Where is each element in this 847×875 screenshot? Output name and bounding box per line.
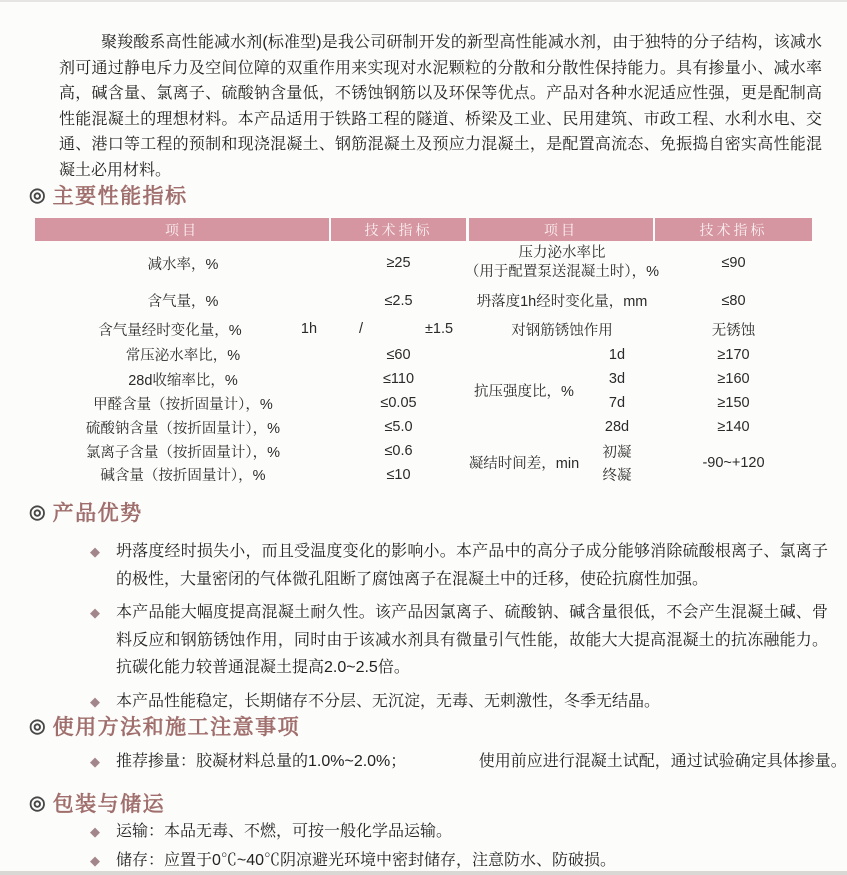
usage-dosage-text: 推荐掺量：胶凝材料总量的1.0%~2.0%； (116, 753, 407, 770)
table-cell-item: 氯离子含量（按折固量计），% (85, 444, 281, 461)
transport-text: 运输：本品无毒、不燃，可按一般化学品运输。 (116, 823, 453, 840)
table-cell-item: 对钢筋锈蚀作用 (511, 322, 613, 339)
section-marker-icon: ◎ (29, 501, 46, 523)
section-title-text: 产品优势 (52, 502, 143, 525)
advantage-text: 本产品性能稳定，长期储存不分层、无沉淀，无毒、无刺激性，冬季无结晶。 (116, 692, 661, 710)
packaging-list (88, 818, 828, 875)
table-cell-value: ≤90 (721, 255, 746, 271)
table-cell-value: 无锈蚀 (711, 322, 756, 339)
scan-edge-bottom (0, 871, 847, 875)
table-row (469, 316, 812, 342)
table-row (35, 463, 466, 486)
table-cell-item-line1: 压力泌水率比 (518, 245, 606, 261)
table-cell-value: ≤0.6 (384, 443, 413, 459)
table-cell-time: 1h (300, 321, 318, 337)
usage-list (88, 748, 847, 776)
table-header-item: 项目 (469, 218, 655, 241)
table-row (35, 241, 466, 285)
table-group-setting-time (469, 439, 812, 486)
diamond-bullet-icon: ◆ (90, 605, 100, 620)
table-cell-value: ±1.5 (424, 321, 454, 337)
table-header-index: 技术指标 (364, 221, 433, 238)
advantage-text: 本产品能大幅度提高混凝土耐久性。该产品因氯离子、硫酸钠、碱含量很低，不会产生混凝土碱、骨料反应和钢筋锈蚀作用，同时由于该减水剂具有微量引气性能，故能大大提高混凝土的抗冻融能力。抗碳化能力较普通混凝土提高2.0~2.5倍。 (116, 604, 828, 676)
table-cell-final-set: 终凝 (602, 468, 632, 484)
table-cell-value: ≥140 (717, 419, 750, 435)
section-title-packaging (29, 788, 165, 818)
table-cell-item: 含气量，% (147, 294, 219, 310)
table-header-row (35, 218, 466, 241)
advantages-list (88, 538, 828, 721)
usage-item (88, 748, 847, 776)
table-group-compressive-strength (469, 342, 812, 439)
table-cell-item: 含气量经时变化量，% (98, 322, 242, 339)
table-cell-item: 28d收缩率比，% (128, 372, 238, 389)
table-cell-value: ≤2.5 (384, 292, 413, 309)
intro-paragraph: 聚羧酸系高性能减水剂(标准型)是我公司研制开发的新型高性能减水剂，由于独特的分子结构，该减水剂可通过静电斥力及空间位障的双重作用来实现对水泥颗粒的分散和分散性保持能力。具有掺量小、减水率高，碱含量、氯离子、硫酸钠含量低，不锈蚀钢筋以及环保等优点。产品对各种水泥适应性强，更是配制高性能混凝土的理想材料。本产品适用于铁路工程的隧道、桥梁及工业、民用建筑、市政工程、水利水电、交通、港口等工程的预制和现浇混凝土、钢筋混凝土及预应力混凝土，是配置高流态、免振捣自密实高性能混凝土必用材料。 (59, 34, 822, 179)
table-cell-value: ≤60 (386, 346, 411, 363)
table-row (35, 415, 466, 439)
scan-edge-top (0, 0, 847, 2)
section-marker-icon: ◎ (29, 715, 46, 737)
table-cell-value: -90~+120 (702, 454, 765, 471)
table-cell-value: ≤5.0 (384, 419, 413, 435)
table-cell-item: 甲醛含量（按折固量计），% (93, 396, 273, 413)
section-marker-icon: ◎ (29, 184, 46, 206)
table-cell-value: ≥25 (386, 255, 411, 271)
advantage-text: 坍落度经时损失小，而且受温度变化的影响小。本产品中的高分子成分能够消除硫酸根离子、氯离子的极性，大量密闭的气体微孔阻断了腐蚀离子在混凝土中的迁移，使砼抗腐性加强。 (116, 543, 828, 588)
performance-table-right (464, 218, 812, 486)
table-cell-value: ≤110 (382, 371, 415, 387)
performance-table (35, 218, 812, 486)
table-cell-value: ≥150 (717, 395, 750, 411)
table-row (35, 439, 466, 463)
table-cell-age: 1d (608, 346, 626, 363)
diamond-bullet-icon: ◆ (90, 824, 100, 839)
table-cell-item (464, 244, 660, 282)
table-cell-value: ≤0.05 (380, 395, 417, 411)
table-cell-value: ≤10 (386, 466, 411, 483)
diamond-bullet-icon: ◆ (90, 544, 100, 559)
table-group-label: 抗压强度比，% (474, 384, 574, 400)
table-row (35, 342, 466, 367)
table-group-label: 凝结时间差，min (468, 456, 580, 472)
table-cell-age: 28d (604, 419, 630, 435)
section-title-text: 包装与储运 (52, 793, 166, 816)
table-row (35, 285, 466, 316)
usage-note-text: 使用前应进行混凝土试配，通过试验确定具体掺量。 (478, 753, 847, 770)
table-row (35, 391, 466, 415)
section-title-usage (29, 711, 300, 741)
table-header-index: 技术指标 (699, 221, 768, 238)
section-title-text: 使用方法和施工注意事项 (52, 716, 301, 739)
table-cell-age: 3d (608, 371, 626, 387)
performance-table-left (35, 218, 466, 486)
table-cell-slash: / (358, 321, 364, 337)
section-title-text: 主要性能指标 (52, 185, 188, 208)
table-cell-item: 硫酸钠含量（按折固量计），% (85, 420, 281, 437)
diamond-bullet-icon: ◆ (90, 693, 100, 709)
transport-item (88, 818, 828, 846)
section-title-advantages (29, 497, 143, 527)
table-cell-item: 碱含量（按折固量计），% (100, 468, 266, 484)
table-cell-item-line2: （用于配置泵送混凝土时），% (464, 264, 660, 280)
table-row (464, 241, 812, 285)
diamond-bullet-icon: ◆ (90, 852, 100, 868)
table-cell-age: 7d (608, 395, 626, 411)
table-group-ages (579, 342, 655, 439)
table-cell-value: ≥170 (717, 346, 750, 363)
table-group-values (655, 342, 812, 439)
table-cell-initial-set: 初凝 (602, 444, 632, 461)
table-header-item: 项目 (35, 218, 331, 241)
table-row (469, 285, 812, 316)
table-cell-item: 常压泌水率比，% (125, 348, 241, 364)
storage-text: 储存：应置于0℃~40℃阴凉避光环境中密封储存，注意防水、防破损。 (116, 851, 617, 869)
table-cell-item: 坍落度1h经时变化量，mm (476, 294, 648, 310)
table-group-phases (579, 439, 655, 486)
diamond-bullet-icon: ◆ (90, 754, 100, 769)
table-header-row (469, 218, 812, 241)
table-cell-value: ≥160 (717, 371, 750, 387)
table-row (35, 367, 466, 391)
table-cell-value: ≤80 (721, 292, 746, 309)
section-title-performance (29, 180, 188, 210)
storage-item (88, 847, 828, 875)
section-marker-icon: ◎ (29, 792, 46, 814)
advantage-item (88, 599, 828, 682)
advantage-item (88, 538, 828, 593)
table-row-air-content-change (35, 316, 466, 342)
table-cell-item: 减水率，% (147, 256, 219, 273)
